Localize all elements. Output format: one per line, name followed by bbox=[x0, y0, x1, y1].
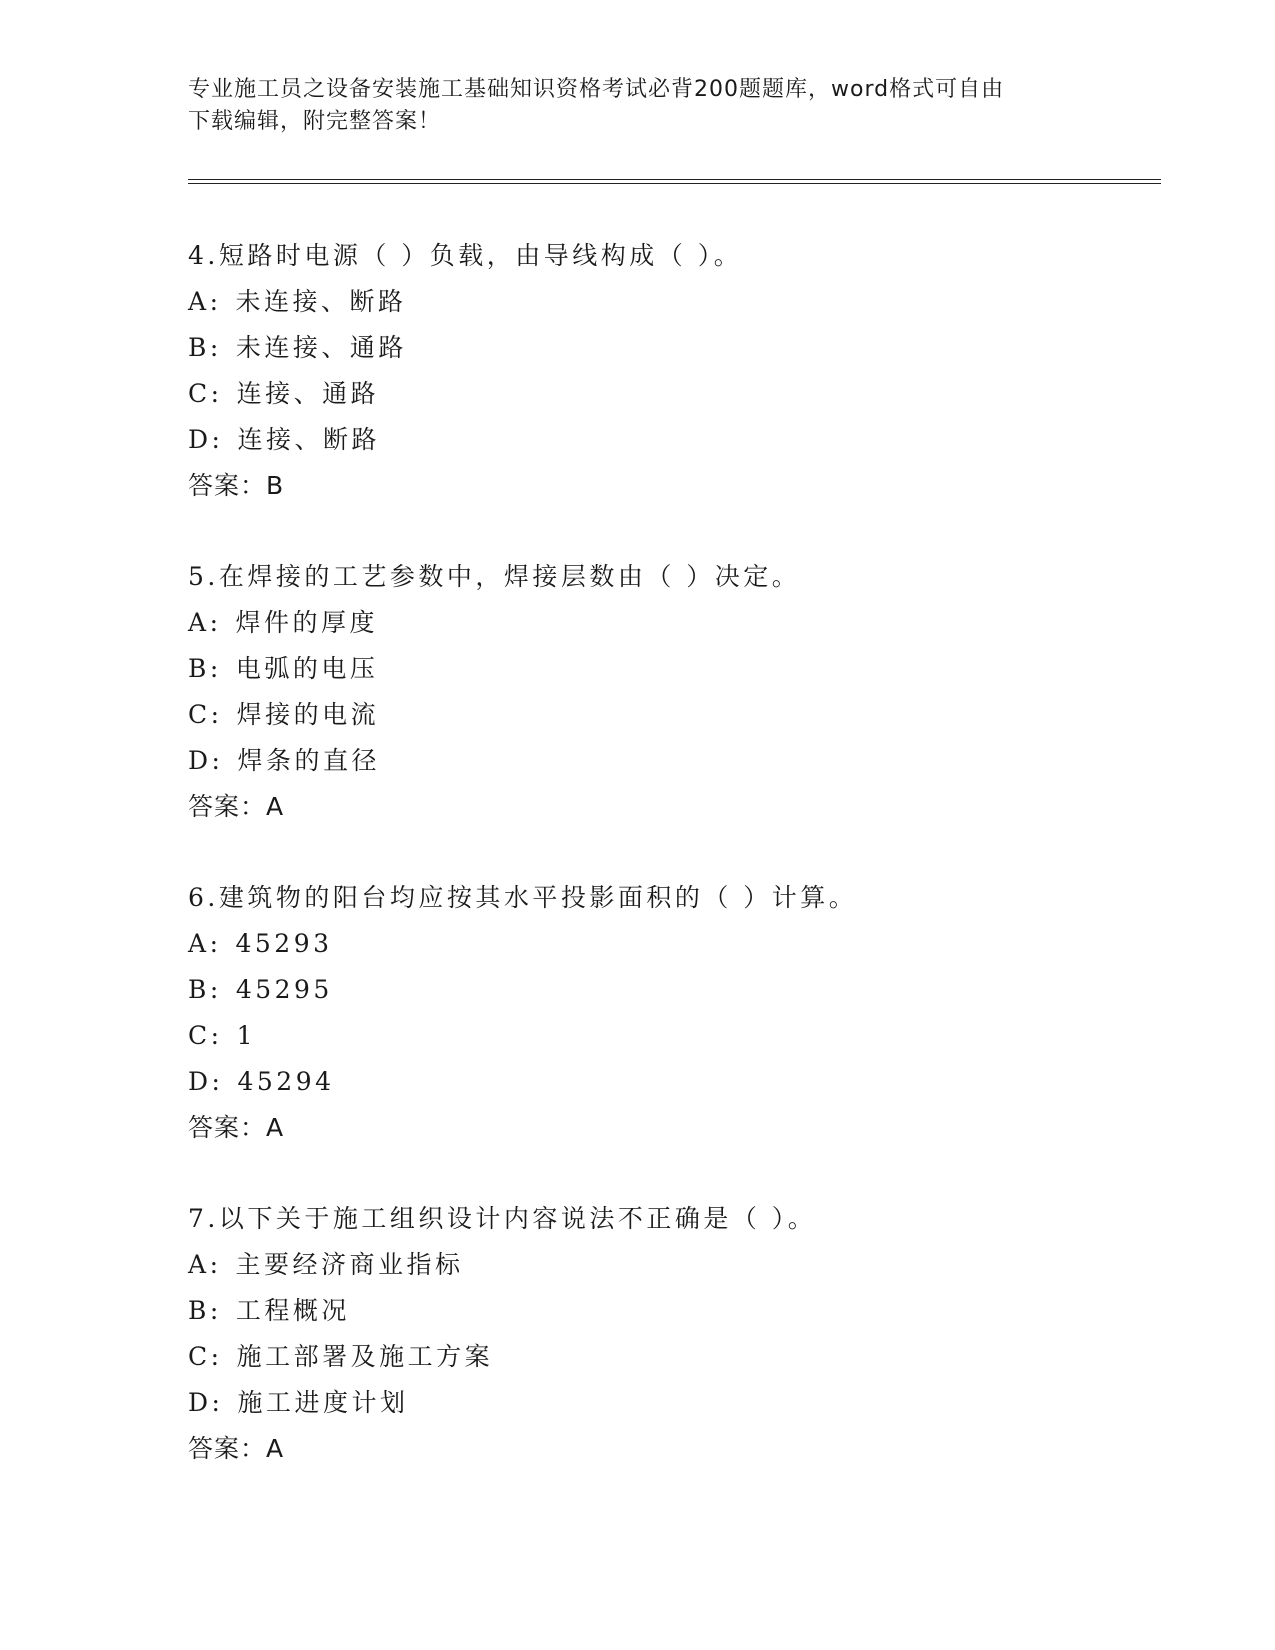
option-letter: C bbox=[188, 379, 211, 408]
option-b bbox=[188, 646, 1168, 692]
header-divider-bottom bbox=[188, 183, 1161, 184]
option-letter: A bbox=[188, 1250, 210, 1279]
option-separator: : bbox=[209, 654, 222, 683]
option-letter: D bbox=[188, 746, 212, 775]
option-d bbox=[188, 1059, 1168, 1105]
answer-line: 答案：A bbox=[188, 1113, 285, 1142]
answer-line: 答案：A bbox=[188, 792, 285, 821]
option-text: 45293 bbox=[235, 929, 333, 958]
option-separator: : bbox=[211, 1388, 224, 1417]
option-separator: : bbox=[209, 929, 222, 958]
header-title-line-1: 专业施工员之设备安装施工基础知识资格考试必背200题题库，word格式可自由 bbox=[188, 77, 1005, 102]
option-d bbox=[188, 1380, 1168, 1426]
option-d bbox=[188, 738, 1168, 784]
option-letter: A bbox=[188, 287, 210, 316]
option-text: 45294 bbox=[237, 1067, 335, 1096]
question-4 bbox=[188, 233, 1168, 554]
option-text: 施工进度计划 bbox=[237, 1388, 409, 1417]
question-stem: 7.以下关于施工组织设计内容说法不正确是（ ）。 bbox=[188, 1204, 817, 1233]
option-letter: D bbox=[188, 1388, 212, 1417]
option-text: 连接、断路 bbox=[237, 425, 380, 454]
option-text: 施工部署及施工方案 bbox=[236, 1342, 494, 1371]
option-letter: B bbox=[188, 975, 210, 1004]
option-letter: C bbox=[188, 1021, 211, 1050]
answer-line: 答案：A bbox=[188, 1434, 285, 1463]
option-a bbox=[188, 1242, 1168, 1288]
option-c bbox=[188, 371, 1168, 417]
option-b bbox=[188, 967, 1168, 1013]
option-separator: : bbox=[209, 975, 222, 1004]
question-stem: 5.在焊接的工艺参数中，焊接层数由（ ）决定。 bbox=[188, 562, 801, 591]
option-separator: : bbox=[211, 1067, 224, 1096]
option-letter: A bbox=[188, 929, 210, 958]
option-a bbox=[188, 600, 1168, 646]
question-list bbox=[188, 233, 1168, 1517]
question-6 bbox=[188, 875, 1168, 1196]
option-text: 工程概况 bbox=[235, 1296, 350, 1325]
option-separator: : bbox=[210, 1342, 223, 1371]
option-separator: : bbox=[209, 1250, 222, 1279]
option-separator: : bbox=[210, 1021, 223, 1050]
option-letter: B bbox=[188, 333, 210, 362]
question-stem: 4.短路时电源（ ）负载，由导线构成（ ）。 bbox=[188, 241, 743, 270]
option-a bbox=[188, 921, 1168, 967]
option-text: 45295 bbox=[235, 975, 333, 1004]
option-separator: : bbox=[209, 333, 222, 362]
option-text: 主要经济商业指标 bbox=[235, 1250, 464, 1279]
option-separator: : bbox=[209, 287, 222, 316]
option-letter: B bbox=[188, 654, 210, 683]
option-b bbox=[188, 325, 1168, 371]
option-text: 电弧的电压 bbox=[235, 654, 379, 683]
option-a bbox=[188, 279, 1168, 325]
option-text: 未连接、通路 bbox=[235, 333, 407, 362]
option-b bbox=[188, 1288, 1168, 1334]
question-5 bbox=[188, 554, 1168, 875]
option-separator: : bbox=[209, 1296, 222, 1325]
option-text: 焊接的电流 bbox=[236, 700, 380, 729]
option-separator: : bbox=[210, 700, 223, 729]
document-header bbox=[188, 74, 1068, 138]
option-letter: D bbox=[188, 425, 212, 454]
option-separator: : bbox=[209, 608, 222, 637]
option-c bbox=[188, 1334, 1168, 1380]
option-text: 焊件的厚度 bbox=[235, 608, 379, 637]
option-letter: A bbox=[188, 608, 210, 637]
option-letter: B bbox=[188, 1296, 210, 1325]
option-d bbox=[188, 417, 1168, 463]
option-text: 未连接、断路 bbox=[235, 287, 407, 316]
option-separator: : bbox=[211, 425, 224, 454]
question-7 bbox=[188, 1196, 1168, 1517]
question-stem: 6.建筑物的阳台均应按其水平投影面积的（ ）计算。 bbox=[188, 883, 858, 912]
option-separator: : bbox=[211, 746, 224, 775]
option-separator: : bbox=[210, 379, 223, 408]
answer-line: 答案：B bbox=[188, 471, 285, 500]
option-text: 1 bbox=[236, 1021, 256, 1050]
header-divider-top bbox=[188, 179, 1161, 180]
option-letter: D bbox=[188, 1067, 212, 1096]
option-c bbox=[188, 1013, 1168, 1059]
option-letter: C bbox=[188, 700, 211, 729]
option-text: 连接、通路 bbox=[236, 379, 380, 408]
header-title-line-2: 下载编辑，附完整答案！ bbox=[188, 109, 442, 134]
option-letter: C bbox=[188, 1342, 211, 1371]
option-c bbox=[188, 692, 1168, 738]
option-text: 焊条的直径 bbox=[237, 746, 380, 775]
